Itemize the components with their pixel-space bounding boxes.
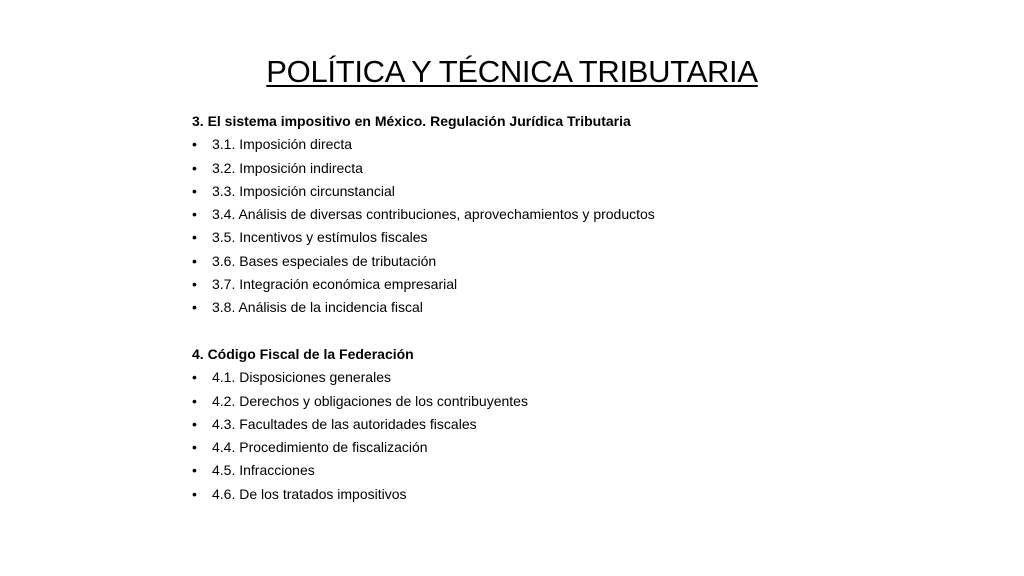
list-item-text: 3.5. Incentivos y estímulos fiscales — [212, 229, 428, 246]
list-item — [192, 250, 892, 273]
list-item — [192, 366, 892, 389]
list-item — [192, 390, 892, 413]
list-item — [192, 483, 892, 506]
list-item — [192, 296, 892, 319]
list-item-text: 3.3. Imposición circunstancial — [212, 182, 395, 199]
list-item — [192, 157, 892, 180]
bullet-icon: • — [192, 392, 197, 409]
list-item-text: 3.2. Imposición indirecta — [212, 159, 363, 176]
list-item-text: 4.5. Infracciones — [212, 462, 315, 479]
list-item — [192, 180, 892, 203]
bullet-icon: • — [192, 485, 197, 502]
list-item — [192, 413, 892, 436]
list-item-text: 3.8. Análisis de la incidencia fiscal — [212, 299, 423, 316]
bullet-icon: • — [192, 159, 197, 176]
bullet-icon: • — [192, 252, 197, 269]
bullet-icon: • — [192, 276, 197, 293]
list-item — [192, 203, 892, 226]
bullet-icon: • — [192, 415, 197, 432]
section-spacer — [192, 320, 892, 343]
list-item — [192, 133, 892, 156]
bullet-icon: • — [192, 462, 197, 479]
list-item-text: 3.1. Imposición directa — [212, 136, 353, 153]
list-item-text: 3.7. Integración económica empresarial — [212, 276, 458, 293]
bullet-icon: • — [192, 136, 197, 153]
list-item-text: 3.6. Bases especiales de tributación — [212, 252, 437, 269]
list-item-text: 4.6. De los tratados impositivos — [212, 485, 407, 502]
list-item — [192, 226, 892, 249]
list-item — [192, 273, 892, 296]
list-item — [192, 459, 892, 482]
list-item — [192, 436, 892, 459]
slide-content — [192, 110, 892, 506]
list-item-text: 4.1. Disposiciones generales — [212, 369, 391, 386]
list-item-text: 3.4. Análisis de diversas contribuciones, aprovechamientos y productos — [212, 206, 655, 223]
bullet-icon: • — [192, 439, 197, 456]
section-heading: 4. Código Fiscal de la Federación — [192, 345, 414, 362]
list-item-text: 4.2. Derechos y obligaciones de los contribuyentes — [212, 392, 528, 409]
section-heading: 3. El sistema impositivo en México. Regulación Jurídica Tributaria — [192, 113, 631, 129]
slide-title: POLÍTICA Y TÉCNICA TRIBUTARIA — [266, 54, 758, 89]
bullet-icon: • — [192, 182, 197, 199]
bullet-icon: • — [192, 206, 197, 223]
bullet-icon: • — [192, 369, 197, 386]
bullet-icon: • — [192, 229, 197, 246]
bullet-icon: • — [192, 299, 197, 316]
list-item-text: 4.3. Facultades de las autoridades fiscales — [212, 415, 477, 432]
list-item-text: 4.4. Procedimiento de fiscalización — [212, 439, 428, 456]
